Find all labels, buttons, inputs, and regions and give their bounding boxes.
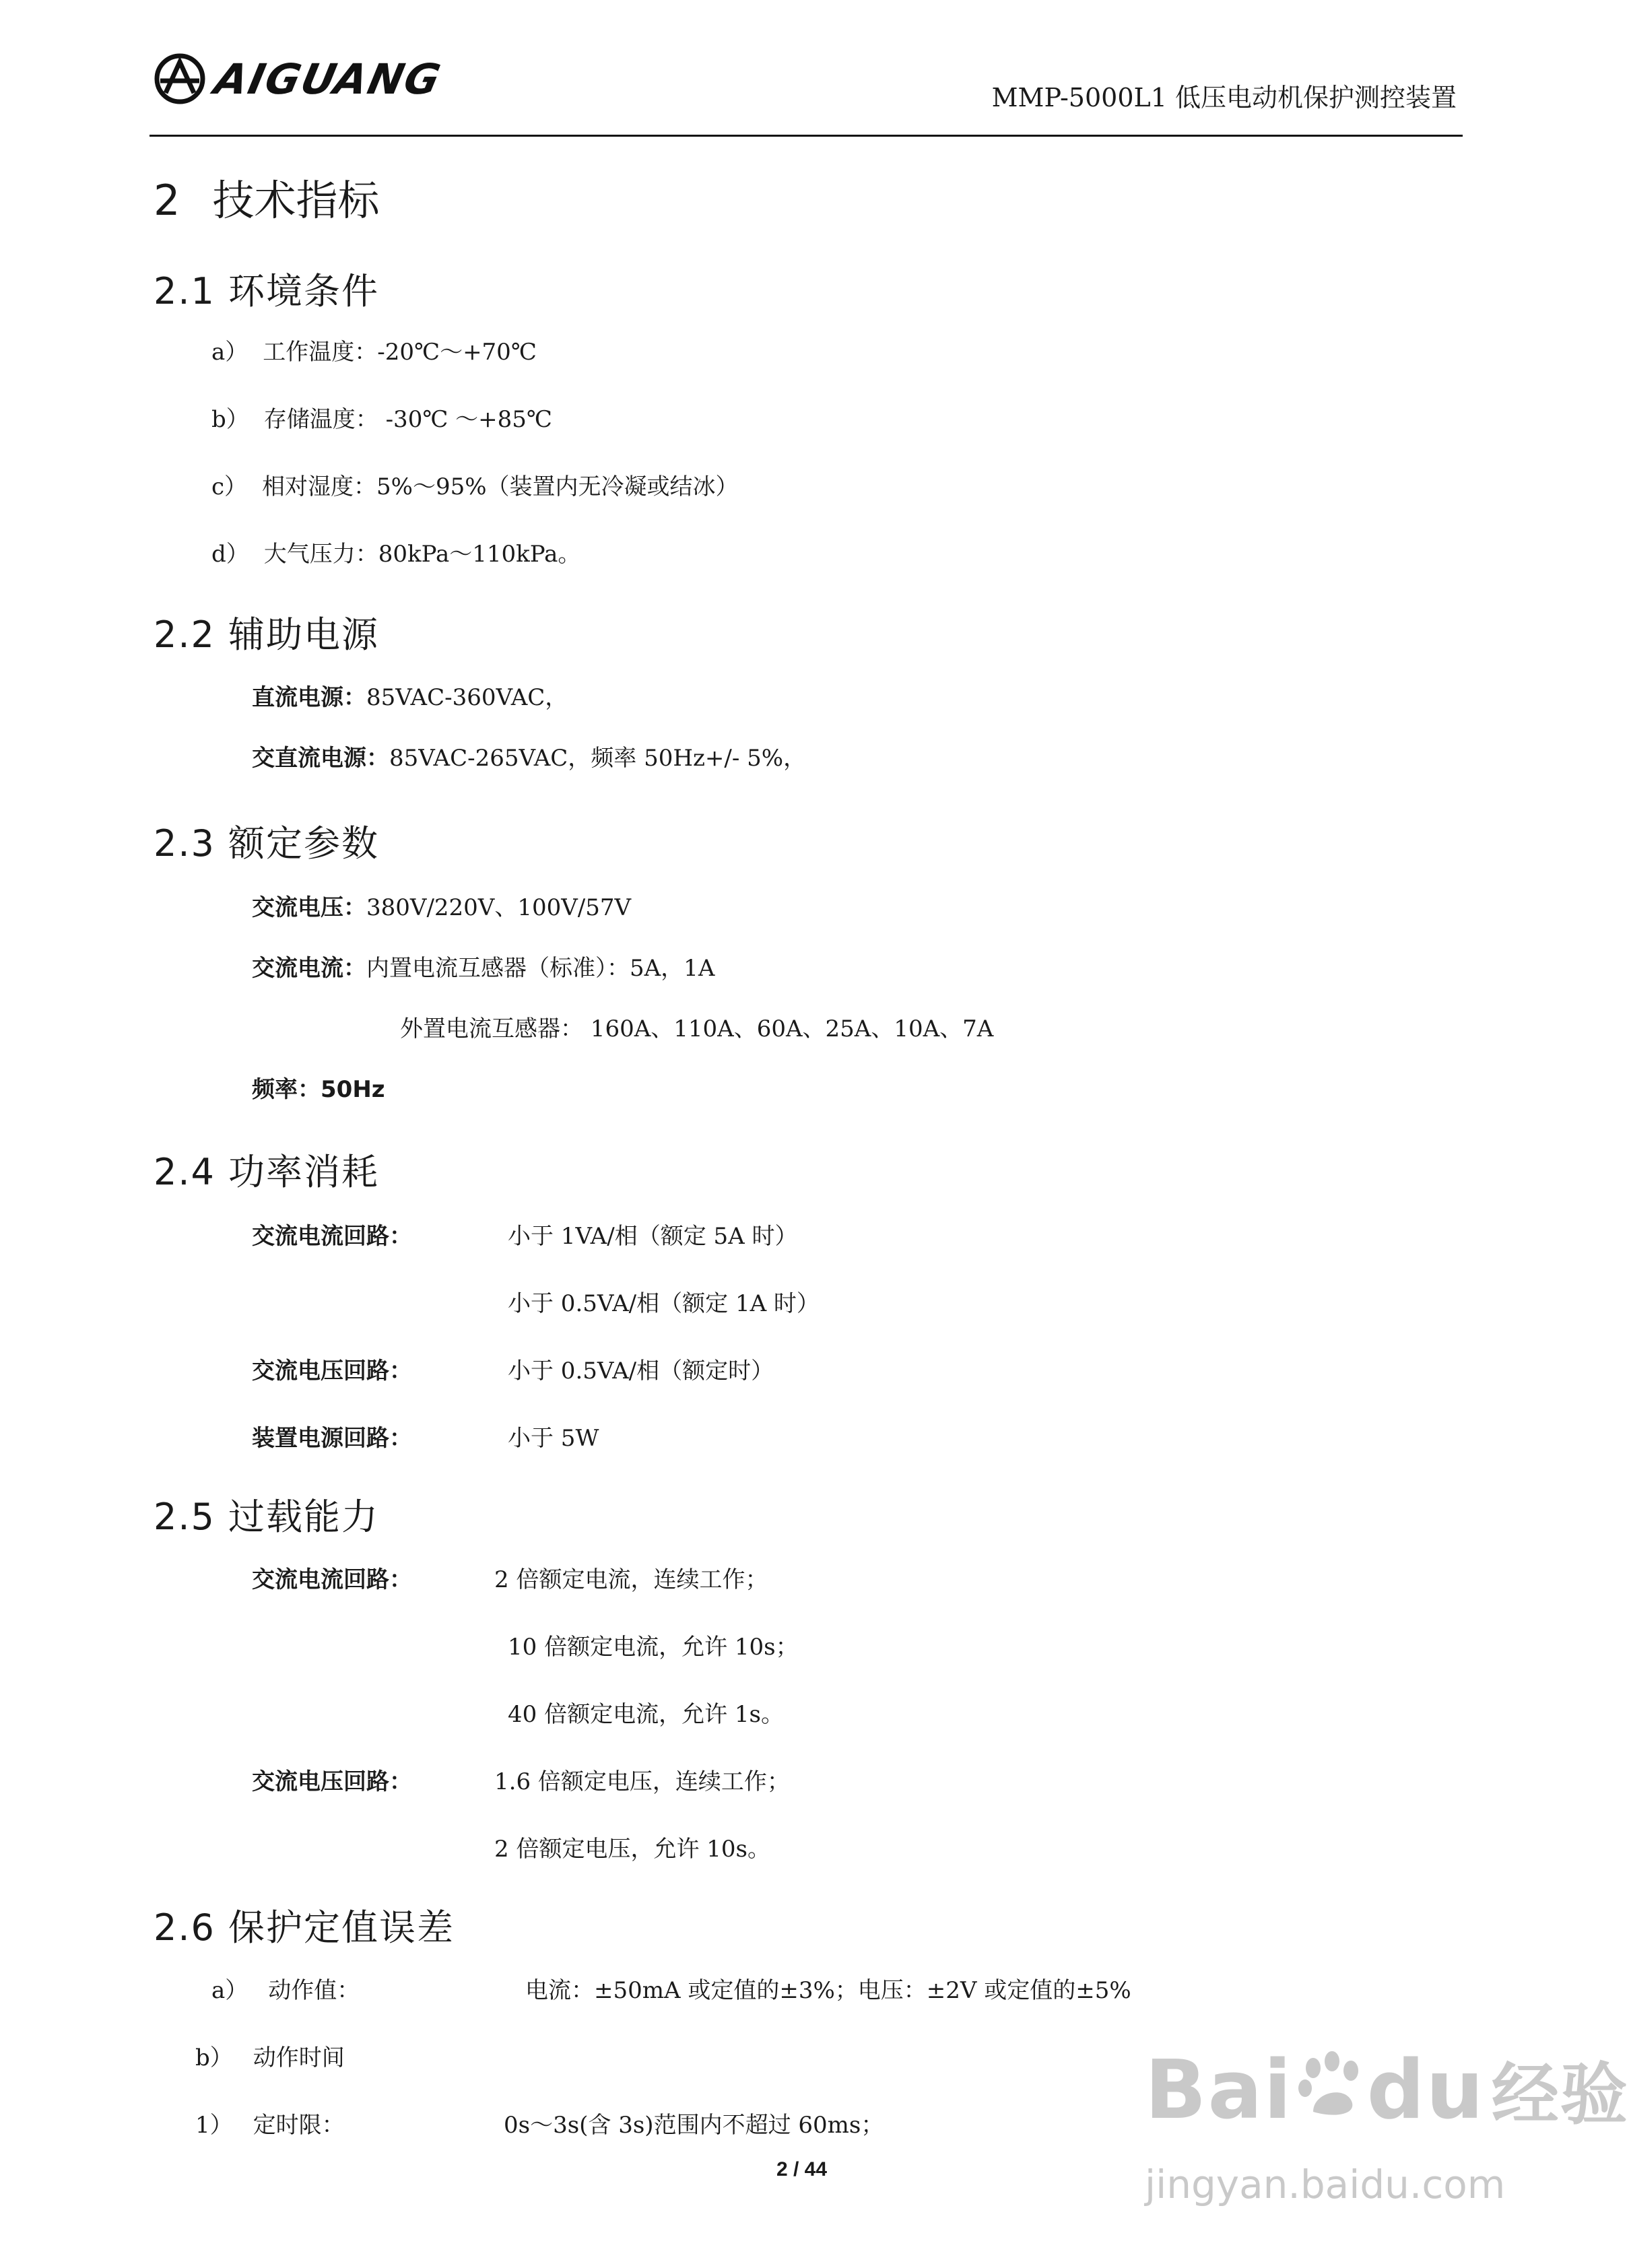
list-marker: c） bbox=[211, 473, 248, 500]
spec-row bbox=[252, 889, 631, 922]
list-label: 定时限： bbox=[253, 2112, 345, 2139]
spec-value: 10 倍额定电流，允许 10s； bbox=[508, 1634, 799, 1661]
list-item bbox=[195, 2039, 345, 2072]
spec-value: 2 倍额定电压，允许 10s。 bbox=[494, 1836, 770, 1863]
list-item bbox=[211, 401, 552, 434]
spec-row bbox=[252, 739, 806, 772]
spec-value: 1.6 倍额定电压，连续工作； bbox=[494, 1768, 790, 1795]
paw-icon bbox=[1293, 2048, 1367, 2122]
subsection-heading-2-4: 2.4 功率消耗 bbox=[154, 1151, 380, 1193]
list-marker: a） bbox=[211, 1977, 248, 2004]
spec-label: 交流电流回路： bbox=[252, 1566, 412, 1593]
spec-label: 直流电源： bbox=[252, 684, 366, 711]
logo-text: AIGUANG bbox=[210, 54, 446, 104]
company-logo bbox=[154, 53, 446, 105]
watermark-brand-text: du bbox=[1366, 2044, 1485, 2137]
subsection-heading-2-1: 2.1 环境条件 bbox=[154, 270, 380, 312]
section-heading bbox=[154, 167, 379, 227]
list-text: 大气压力：80kPa～110kPa。 bbox=[263, 541, 581, 568]
spec-label: 交流电流回路： bbox=[252, 1223, 412, 1250]
spec-label: 交流电压： bbox=[252, 894, 366, 921]
watermark-url: jingyan.baidu.com bbox=[1145, 2162, 1506, 2207]
list-marker: d） bbox=[211, 541, 249, 568]
spec-label: 装置电源回路： bbox=[252, 1425, 412, 1452]
document-header-title: MMP-5000L1 低压电动机保护测控装置 bbox=[991, 83, 1457, 112]
section-title: 技术指标 bbox=[212, 176, 380, 225]
list-text: 工作温度：-20℃～+70℃ bbox=[263, 339, 537, 366]
list-text: 存储温度： -30℃ ～+85℃ bbox=[263, 406, 552, 433]
watermark-brand bbox=[1145, 2040, 1629, 2137]
watermark-cn-text: 经验 bbox=[1491, 2055, 1629, 2134]
spec-value-continued: 外置电流互感器： 160A、110A、60A、25A、10A、7A bbox=[400, 1015, 994, 1042]
list-item bbox=[211, 535, 580, 568]
list-item bbox=[211, 1972, 360, 2005]
spec-label: 交直流电源： bbox=[252, 745, 389, 772]
spec-value: 小于 5W bbox=[508, 1425, 599, 1452]
list-marker: b） bbox=[211, 406, 249, 433]
subsection-heading-2-6: 2.6 保护定值误差 bbox=[154, 1906, 455, 1949]
spec-label: 交流电流： bbox=[252, 955, 366, 982]
spec-label: 交流电压回路： bbox=[252, 1358, 412, 1385]
list-label: 动作值： bbox=[268, 1977, 360, 2004]
spec-frequency: 频率：50Hz bbox=[252, 1076, 385, 1103]
spec-label: 交流电压回路： bbox=[252, 1768, 412, 1795]
spec-value: 小于 0.5VA/相（额定时） bbox=[508, 1358, 774, 1385]
page-number: 2 / 44 bbox=[776, 2158, 828, 2180]
spec-value: 小于 0.5VA/相（额定 1A 时） bbox=[508, 1290, 820, 1317]
list-marker: b） bbox=[195, 2044, 233, 2071]
subsection-heading-2-3: 2.3 额定参数 bbox=[154, 822, 380, 865]
watermark-brand-text: Bai bbox=[1145, 2044, 1293, 2137]
list-marker: a） bbox=[211, 339, 248, 366]
spec-value: 电流：±50mA 或定值的±3%；电压：±2V 或定值的±5% bbox=[525, 1977, 1131, 2004]
spec-value: 小于 1VA/相（额定 5A 时） bbox=[508, 1223, 798, 1250]
spec-value: 2 倍额定电流，连续工作； bbox=[494, 1566, 768, 1593]
spec-value: 40 倍额定电流，允许 1s。 bbox=[508, 1701, 784, 1728]
spec-row bbox=[252, 679, 568, 712]
list-text: 相对湿度：5%～95%（装置内无冷凝或结冰） bbox=[262, 473, 739, 500]
list-item bbox=[211, 468, 739, 501]
list-item bbox=[195, 2106, 345, 2139]
header-divider bbox=[149, 135, 1463, 137]
subsection-heading-2-2: 2.2 辅助电源 bbox=[154, 613, 380, 656]
logo-emblem-icon bbox=[154, 53, 206, 105]
spec-value: 内置电流互感器（标准）：5A，1A bbox=[366, 955, 715, 982]
spec-value: 380V/220V、100V/57V bbox=[366, 894, 632, 921]
spec-row bbox=[252, 949, 714, 982]
section-number: 2 bbox=[154, 176, 180, 225]
list-marker: 1） bbox=[195, 2112, 233, 2139]
spec-value: 85VAC-360VAC， bbox=[366, 684, 568, 711]
spec-value: 0s～3s(含 3s)范围内不超过 60ms； bbox=[504, 2112, 884, 2139]
list-item bbox=[211, 333, 537, 366]
subsection-heading-2-5: 2.5 过载能力 bbox=[154, 1496, 380, 1538]
spec-value: 85VAC-265VAC，频率 50Hz+/- 5%， bbox=[389, 745, 807, 772]
list-label: 动作时间 bbox=[253, 2044, 345, 2071]
